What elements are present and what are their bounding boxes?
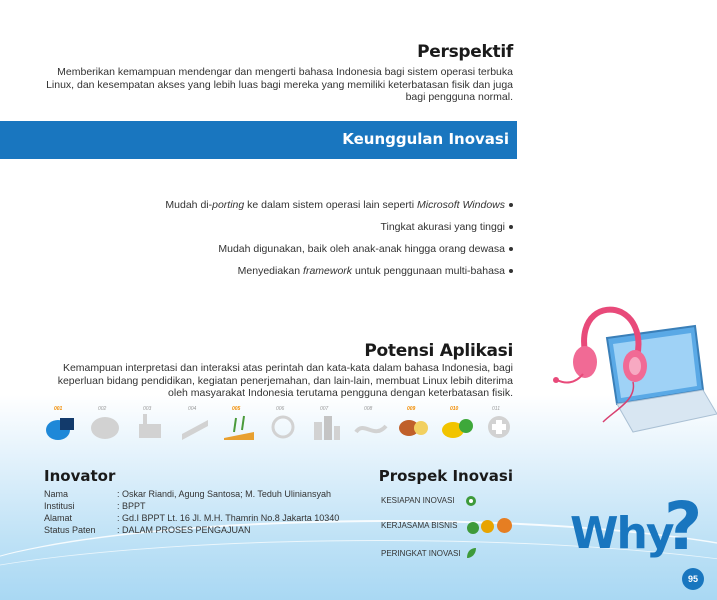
health-icon: 011 bbox=[482, 406, 518, 442]
prospek-title: Prospek Inovasi bbox=[378, 467, 513, 485]
gear-icon bbox=[465, 495, 477, 507]
table-row: Alamat : Gd.I BPPT Lt. 16 Jl. M.H. Thamrin No.8 Jakarta 10340 bbox=[44, 513, 340, 523]
list-item: Tingkat akurasi yang tinggi bbox=[165, 219, 513, 241]
microscope-icon: 006 bbox=[266, 406, 302, 442]
keunggulan-band bbox=[0, 121, 517, 159]
perspektif-title: Perspektif bbox=[417, 42, 513, 62]
bullet-icon bbox=[509, 203, 513, 207]
environment-icon: 010 bbox=[440, 406, 476, 442]
potensi-title: Potensi Aplikasi bbox=[364, 341, 513, 361]
kerjasama-row: KERJASAMA BISNIS bbox=[381, 521, 458, 530]
table-row: Nama : Oskar Riandi, Agung Santosa; M. Teduh Uliniansyah bbox=[44, 489, 331, 499]
medal-icon bbox=[497, 518, 512, 533]
list-item: Mudah di-porting ke dalam sistem operasi lain seperti Microsoft Windows bbox=[165, 197, 513, 219]
question-mark: ? bbox=[664, 488, 703, 565]
bullet-icon bbox=[509, 269, 513, 273]
factory-icon: 003 bbox=[133, 406, 169, 442]
potensi-text: Kemampuan interpretasi dan interaksi atas perintah dan kata-kata dalam bahasa Indonesia, bagi keperluan bidang pendidikan, kegiatan penerjemahan, dan lain-lain, membuat Linux lebih diterima oleh masyarakat Indonesia terutama pengguna dengan keterbatasan fisik. bbox=[57, 362, 513, 399]
application-icons bbox=[44, 406, 516, 442]
city-icon: 007 bbox=[310, 406, 346, 442]
headset-laptop-illustration bbox=[545, 300, 717, 440]
page-number: 95 bbox=[682, 568, 704, 590]
bullet-icon bbox=[509, 225, 513, 229]
table-row: Status Paten : DALAM PROSES PENGAJUAN bbox=[44, 525, 251, 535]
food-icon: 009 bbox=[397, 406, 433, 442]
leaf-icon bbox=[465, 547, 477, 559]
brain-icon: 002 bbox=[88, 406, 124, 442]
list-item: Mudah digunakan, baik oleh anak-anak hingga orang dewasa bbox=[165, 241, 513, 263]
keunggulan-list bbox=[165, 197, 513, 285]
perspektif-text: Memberikan kemampuan mendengar dan mengerti bahasa Indonesia bagi sistem operasi terbuka Linux, dan kesempatan akses yang lebih luas bagi mereka yang memiliki keterbatasan fisik dan juga bagi pengguna normal. bbox=[46, 66, 513, 103]
inovator-title: Inovator bbox=[44, 467, 116, 485]
wave-icon: 008 bbox=[354, 406, 390, 442]
medal-icon bbox=[467, 522, 479, 534]
why-logo: Why bbox=[570, 508, 673, 559]
satellite-icon: 004 bbox=[178, 406, 214, 442]
inovator-table bbox=[44, 488, 339, 536]
agriculture-icon: 005 bbox=[222, 406, 258, 442]
bullet-icon bbox=[509, 247, 513, 251]
list-item: Menyediakan framework untuk penggunaan multi-bahasa bbox=[165, 263, 513, 285]
keunggulan-title: Keunggulan Inovasi bbox=[342, 130, 509, 148]
peringkat-row: PERINGKAT INOVASI bbox=[381, 549, 461, 558]
table-row: Institusi : BPPT bbox=[44, 501, 146, 511]
kesiapan-row: KESIAPAN INOVASI bbox=[381, 496, 455, 505]
it-icon: 001 bbox=[44, 406, 80, 442]
medal-icon bbox=[481, 520, 494, 533]
